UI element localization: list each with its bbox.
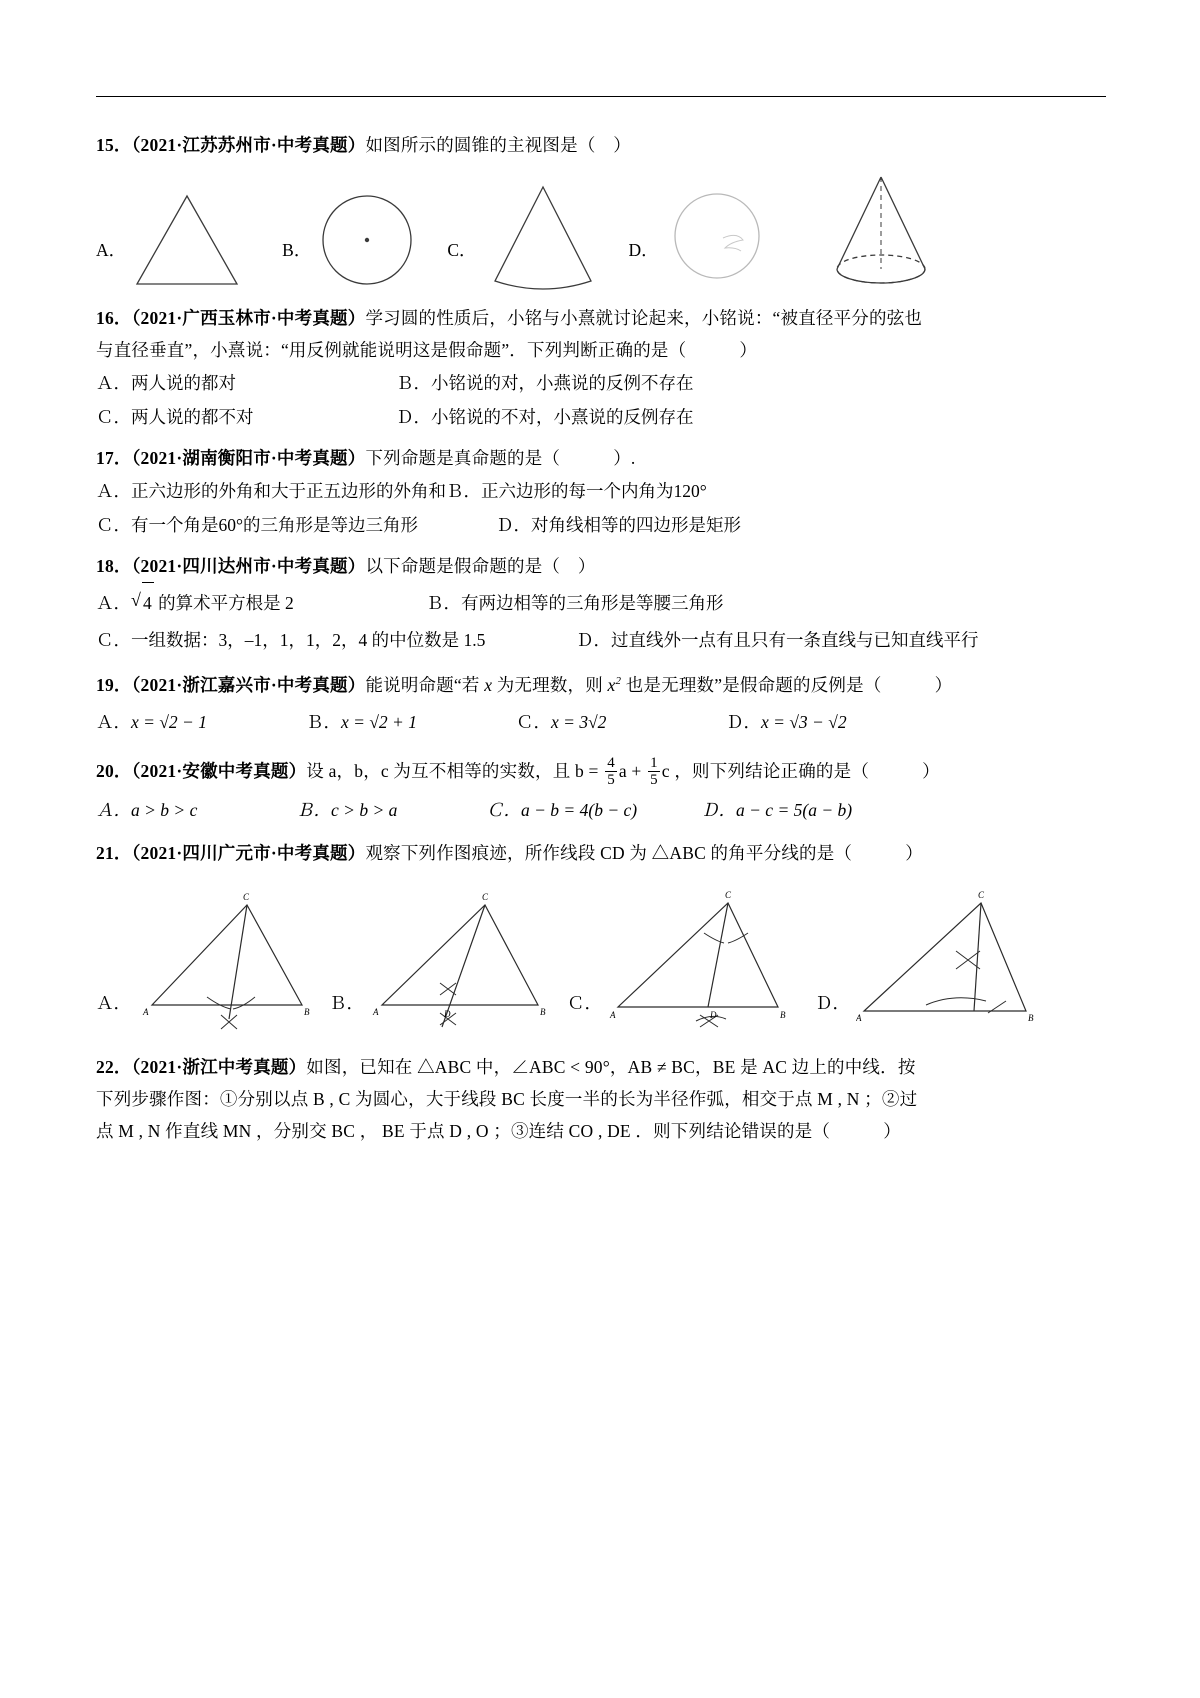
question-18-option-row-1 bbox=[96, 582, 1106, 623]
question-17-number: 17． bbox=[96, 448, 132, 468]
question-15-text: 如图所示的圆锥的主视图是（ ） bbox=[365, 135, 631, 155]
question-21-stem bbox=[96, 837, 1106, 869]
circle-with-center-dot-icon bbox=[317, 186, 417, 296]
triangle-construction-perpendicular-bisector-icon bbox=[137, 887, 317, 1037]
question-18-option-row-2 bbox=[96, 623, 1106, 657]
question-18-option-a bbox=[96, 582, 426, 623]
cone-side-view-icon bbox=[483, 181, 603, 296]
svg-text:C: C bbox=[243, 891, 250, 902]
triangle-front-view-icon bbox=[132, 186, 242, 296]
question-16-option-row-1 bbox=[96, 366, 1106, 400]
question-18-text: 以下命题是假命题的是（ ） bbox=[365, 556, 596, 576]
fraction-1-5-denominator: 5 bbox=[650, 772, 658, 789]
triangle-construction-median-icon bbox=[370, 887, 555, 1037]
q21-option-d-label: Ｄ． bbox=[815, 992, 850, 1013]
question-17-text: 下列命题是真命题的是（ ）. bbox=[365, 448, 636, 468]
question-18-option-c: Ｃ．一组数据：3，–1，1，1，2，4 的中位数是 1.5 bbox=[96, 630, 486, 650]
question-18-stem bbox=[96, 550, 1106, 582]
question-17 bbox=[96, 442, 1106, 542]
question-15 bbox=[96, 129, 1106, 296]
svg-text:C: C bbox=[482, 891, 489, 902]
question-19-option-d-label: Ｄ． bbox=[726, 711, 761, 732]
question-19-option-a bbox=[96, 701, 306, 743]
circle-sketch-icon bbox=[665, 186, 775, 296]
question-19-option-c-label: Ｃ． bbox=[516, 711, 551, 732]
q21-option-c-label: Ｃ． bbox=[567, 992, 602, 1013]
option-c-label: C． bbox=[447, 240, 477, 260]
question-17-option-row-2 bbox=[96, 508, 1106, 542]
cone-solid-figure bbox=[821, 171, 941, 296]
question-19-option-c bbox=[516, 701, 726, 743]
option-d-figure-group bbox=[629, 186, 775, 296]
sqrt-icon bbox=[131, 582, 154, 623]
question-20-option-row bbox=[96, 793, 1106, 827]
question-19-option-b-expr: x = √2 + 1 bbox=[341, 711, 417, 732]
question-19-option-a-label: Ａ． bbox=[96, 711, 131, 732]
question-20-number: 20． bbox=[96, 760, 132, 781]
question-21-text: 观察下列作图痕迹，所作线段 CD 为 △ABC 的角平分线的是（ ） bbox=[365, 842, 923, 863]
svg-text:B: B bbox=[304, 1006, 310, 1017]
question-16-stem-line1 bbox=[96, 302, 1106, 334]
question-15-number: 15． bbox=[96, 135, 132, 155]
triangle-construction-angle-bisector-icon bbox=[608, 887, 803, 1037]
question-22-line1 bbox=[96, 1051, 1106, 1083]
question-15-figures bbox=[96, 171, 1106, 296]
question-19-exponent: 2 bbox=[615, 675, 622, 687]
question-19-text-c: 也是无理数”是假命题的反例是（ ） bbox=[621, 674, 953, 695]
question-18 bbox=[96, 550, 1106, 657]
question-18-number: 18． bbox=[96, 556, 132, 576]
question-20-option-b: Ｂ．c > b > a bbox=[296, 799, 398, 820]
question-18-option-b: Ｂ．有两边相等的三角形是等腰三角形 bbox=[426, 593, 724, 613]
question-20-option-d: Ｄ．a − c = 5(a − b) bbox=[701, 799, 853, 820]
question-16 bbox=[96, 302, 1106, 434]
question-16-option-c: Ｃ．两人说的都不对 bbox=[96, 407, 254, 427]
question-19-stem bbox=[96, 665, 1106, 701]
q21-option-b-group bbox=[329, 887, 555, 1037]
question-18-option-d: Ｄ．过直线外一点有且只有一条直线与已知直线平行 bbox=[576, 630, 979, 650]
question-17-source: （2021·湖南衡阳市·中考真题） bbox=[131, 448, 366, 468]
question-22-line2: 下列步骤作图：①分别以点 B , C 为圆心，大于线段 BC 长度一半的长为半径作弧，相交于点 M , N ；②过 bbox=[96, 1088, 918, 1109]
question-16-options bbox=[96, 366, 1106, 434]
question-17-option-d: Ｄ．对角线相等的四边形是矩形 bbox=[496, 515, 741, 535]
fraction-4-5 bbox=[605, 755, 617, 789]
question-19-option-a-expr: x = √2 − 1 bbox=[131, 711, 207, 732]
question-17-option-b: Ｂ．正六边形的每一个内角为120° bbox=[446, 481, 707, 501]
question-21-figures bbox=[96, 887, 1106, 1037]
question-16-text-1: 学习圆的性质后，小铭与小熹就讨论起来，小铭说：“被直径平分的弦也 bbox=[365, 308, 923, 328]
question-20-options bbox=[96, 793, 1106, 827]
triangle-construction-altitude-icon bbox=[856, 887, 1046, 1037]
question-16-option-row-2 bbox=[96, 400, 1106, 434]
question-18-source: （2021·四川达州市·中考真题） bbox=[131, 556, 366, 576]
q21-option-d-group bbox=[815, 887, 1046, 1037]
question-20-option-c: Ｃ．a − b = 4(b − c) bbox=[486, 799, 638, 820]
question-19-text-b: 为无理数，则 bbox=[492, 674, 608, 695]
svg-text:A: A bbox=[373, 1006, 379, 1017]
fraction-4-5-numerator: 4 bbox=[607, 754, 615, 771]
question-19-source: （2021·浙江嘉兴市·中考真题） bbox=[131, 674, 366, 695]
question-22-number: 22． bbox=[96, 1056, 132, 1077]
svg-text:B: B bbox=[540, 1006, 546, 1017]
option-b-label: B． bbox=[282, 240, 312, 260]
question-16-stem-line2: 与直径垂直”，小熹说：“用反例就能说明这是假命题”．下列判断正确的是（ ） bbox=[96, 340, 758, 360]
q21-option-b-label: Ｂ． bbox=[329, 992, 364, 1013]
question-16-number: 16． bbox=[96, 308, 132, 328]
question-17-option-row-1 bbox=[96, 474, 1106, 508]
question-20-text-mid1: a + bbox=[618, 760, 647, 781]
option-c-figure-group bbox=[447, 181, 602, 296]
question-17-option-c: Ｃ．有一个角是60°的三角形是等边三角形 bbox=[96, 515, 418, 535]
question-20-source: （2021·安徽中考真题） bbox=[131, 760, 307, 781]
header-rule bbox=[96, 96, 1106, 97]
fraction-1-5-numerator: 1 bbox=[650, 754, 658, 771]
svg-text:A: A bbox=[856, 1012, 862, 1023]
question-19 bbox=[96, 665, 1106, 743]
option-d-label: D． bbox=[628, 240, 659, 260]
question-21-number: 21． bbox=[96, 842, 132, 863]
question-15-source: （2021·江苏苏州市·中考真题） bbox=[131, 135, 366, 155]
question-19-text-a: 能说明命题“若 bbox=[365, 674, 485, 695]
question-18-options bbox=[96, 582, 1106, 657]
question-19-option-d-expr: x = √3 − √2 bbox=[761, 711, 847, 732]
question-20 bbox=[96, 749, 1106, 827]
question-17-option-a: Ａ．正六边形的外角和大于正五边形的外角和 bbox=[96, 481, 446, 501]
question-18-option-a-rest: 的算术平方根是 2 bbox=[158, 593, 294, 613]
question-19-option-row bbox=[96, 701, 1106, 743]
question-22-text-1: 如图，已知在 △ABC 中，∠ABC < 90°，AB ≠ BC，BE 是 AC 边上的中线．按 bbox=[306, 1056, 916, 1077]
question-19-option-b-label: Ｂ． bbox=[306, 711, 341, 732]
question-19-option-c-expr: x = 3√2 bbox=[551, 711, 607, 732]
question-19-options bbox=[96, 701, 1106, 743]
option-b-figure-group bbox=[282, 186, 417, 296]
question-16-option-a: Ａ．两人说的都对 bbox=[96, 373, 236, 393]
svg-text:A: A bbox=[610, 1009, 616, 1020]
fraction-4-5-denominator: 5 bbox=[607, 772, 615, 789]
question-17-stem bbox=[96, 442, 1106, 474]
svg-text:D: D bbox=[444, 1008, 451, 1019]
question-16-source: （2021·广西玉林市·中考真题） bbox=[131, 308, 366, 328]
q21-option-a-group bbox=[96, 887, 317, 1037]
question-20-text-mid2: c ，则下列结论正确的是（ ） bbox=[661, 760, 940, 781]
svg-text:B: B bbox=[780, 1009, 786, 1020]
question-19-var-x2: x bbox=[607, 674, 616, 695]
svg-text:C: C bbox=[725, 889, 732, 900]
option-a-figure-group bbox=[96, 186, 242, 296]
question-19-option-d bbox=[726, 701, 847, 743]
option-a-label: A． bbox=[96, 240, 127, 260]
svg-text:D: D bbox=[710, 1009, 717, 1020]
svg-text:C: C bbox=[978, 889, 985, 900]
question-19-option-b bbox=[306, 701, 516, 743]
question-20-text-a: 设 a，b，c 为互不相等的实数，且 b = bbox=[306, 760, 604, 781]
question-17-options bbox=[96, 474, 1106, 542]
question-16-option-d: Ｄ．小铭说的不对，小熹说的反例存在 bbox=[396, 407, 694, 427]
question-19-number: 19． bbox=[96, 674, 132, 695]
cone-3d-icon bbox=[821, 171, 941, 296]
fraction-1-5 bbox=[648, 755, 660, 789]
q21-option-a-label: Ａ． bbox=[96, 992, 131, 1013]
question-20-stem bbox=[96, 749, 1106, 793]
question-21-source: （2021·四川广元市·中考真题） bbox=[131, 842, 366, 863]
question-21 bbox=[96, 837, 1106, 1037]
svg-text:A: A bbox=[143, 1006, 149, 1017]
question-20-option-a: Ａ．a > b > c bbox=[96, 799, 198, 820]
question-22 bbox=[96, 1051, 1106, 1147]
question-16-option-b: Ｂ．小铭说的对，小燕说的反例不存在 bbox=[396, 373, 694, 393]
question-22-line3: 点 M , N 作直线 MN ，分别交 BC ， BE 于点 D , O ；③连结 CO , DE ．则下列结论错误的是（ ） bbox=[96, 1120, 901, 1141]
question-18-option-a-radicand: 4 bbox=[142, 582, 154, 623]
question-19-var-x: x bbox=[484, 674, 493, 695]
question-15-stem bbox=[96, 129, 1106, 161]
question-18-option-a-prefix: Ａ． bbox=[96, 593, 131, 613]
page-content bbox=[96, 96, 1106, 1153]
question-22-source: （2021·浙江中考真题） bbox=[131, 1056, 307, 1077]
q21-option-c-group bbox=[567, 887, 803, 1037]
svg-text:B: B bbox=[1028, 1012, 1034, 1023]
